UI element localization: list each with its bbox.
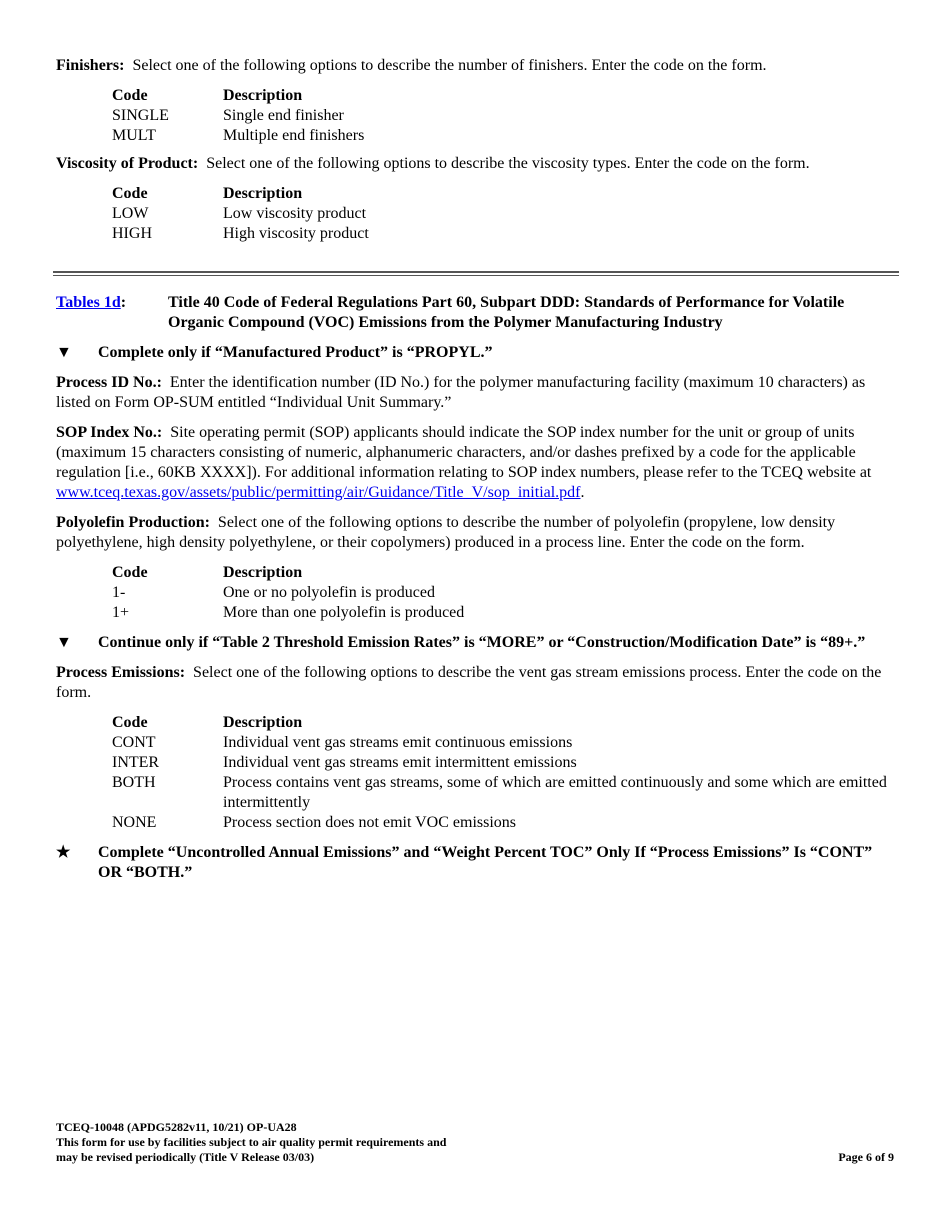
code-header: Code (112, 714, 148, 731)
code-description: Individual vent gas streams emit intermittent emissions (223, 754, 577, 771)
star-icon: ★ (56, 844, 71, 861)
instruction-note (56, 633, 896, 653)
viscosity-paragraph (56, 154, 896, 174)
code-value: LOW (112, 205, 149, 222)
code-description: Process contains vent gas streams, some of which are emitted continuously and some which are emitted intermittently (223, 774, 887, 811)
code-value: MULT (112, 127, 156, 144)
code-row (112, 733, 896, 753)
code-description: Individual vent gas streams emit continuous emissions (223, 734, 573, 751)
code-header: Code (112, 564, 148, 581)
sop-index-label: SOP Index No.: (56, 424, 163, 441)
tables-1d-link[interactable]: Tables 1d (56, 294, 121, 311)
code-description: One or no polyolefin is produced (223, 584, 435, 601)
instruction-note (56, 843, 896, 883)
table-reference-colon: : (120, 294, 127, 311)
code-description: Process section does not emit VOC emissions (223, 814, 517, 831)
code-value: SINGLE (112, 107, 169, 124)
finishers-text: Select one of the following options to describe the number of finishers. Enter the code on the form. (132, 57, 767, 74)
code-row (112, 204, 896, 224)
code-value: 1+ (112, 604, 130, 621)
code-row (112, 224, 896, 244)
footer-usage-line: This form for use by facilities subject to air quality permit requirements and (56, 1135, 447, 1149)
process-id-paragraph (56, 373, 896, 413)
description-header: Description (223, 185, 303, 202)
process-emissions-paragraph (56, 663, 896, 703)
viscosity-code-table (112, 184, 896, 244)
instruction-note-text: Complete “Uncontrolled Annual Emissions” and “Weight Percent TOC” Only If “Process Emissions” Is “CONT” OR “BOTH.” (98, 844, 873, 881)
code-row (112, 773, 896, 813)
sop-index-text: Site operating permit (SOP) applicants should indicate the SOP index number for the unit or group of units (maximum 15 characters consisting of numeric, alphanumeric characters, and/or dashes prefixed by a code for the applicable regulation [i.e., 60KB XXXX]). For additional information relating to SOP index numbers, please refer to the TCEQ website at (56, 424, 872, 481)
description-header: Description (223, 87, 303, 104)
code-header: Code (112, 185, 148, 202)
sop-index-paragraph (56, 423, 896, 503)
process-id-text: Enter the identification number (ID No.) for the polymer manufacturing facility (maximum 10 characters) as listed on Form OP-SUM entitled “Individual Unit Summary.” (56, 374, 866, 411)
down-triangle-icon: ▼ (56, 344, 72, 361)
process-id-label: Process ID No.: (56, 374, 162, 391)
sop-index-link[interactable]: www.tceq.texas.gov/assets/public/permitting/air/Guidance/Title_V/sop_initial.pdf (56, 484, 581, 501)
code-table-header (112, 563, 896, 583)
code-value: NONE (112, 814, 157, 831)
footer-revision-line: may be revised periodically (Title V Release 03/03) (56, 1150, 315, 1164)
code-row (112, 813, 896, 833)
code-value: HIGH (112, 225, 152, 242)
footer-form-id: TCEQ-10048 (APDG5282v11, 10/21) OP-UA28 (56, 1120, 297, 1134)
code-description: Multiple end finishers (223, 127, 365, 144)
process-emissions-code-table (112, 713, 896, 833)
finishers-code-table (112, 86, 896, 146)
instruction-note-text: Complete only if “Manufactured Product” is “PROPYL.” (98, 344, 493, 361)
code-table-header (112, 713, 896, 733)
code-row (112, 583, 896, 603)
table-reference (56, 293, 168, 333)
table-section-heading (56, 293, 896, 333)
code-description: Single end finisher (223, 107, 344, 124)
instruction-note-text: Continue only if “Table 2 Threshold Emission Rates” is “MORE” or “Construction/Modification Date” is “89+.” (98, 634, 866, 651)
polyolefin-label: Polyolefin Production: (56, 514, 210, 531)
down-triangle-icon: ▼ (56, 634, 72, 651)
viscosity-text: Select one of the following options to describe the viscosity types. Enter the code on the form. (206, 155, 810, 172)
polyolefin-text: Select one of the following options to describe the number of polyolefin (propylene, low density polyethylene, high density polyethylene, or their copolymers) produced in a process line. Enter the code on the form. (56, 514, 836, 551)
sop-index-period: . (580, 484, 585, 501)
code-row (112, 603, 896, 623)
page-number: Page 6 of 9 (838, 1150, 894, 1164)
process-emissions-label: Process Emissions: (56, 664, 186, 681)
code-table-header (112, 184, 896, 204)
viscosity-label: Viscosity of Product: (56, 155, 199, 172)
code-row (112, 126, 896, 146)
code-description: High viscosity product (223, 225, 369, 242)
description-header: Description (223, 564, 303, 581)
code-value: 1- (112, 584, 126, 601)
page-footer (56, 1120, 896, 1165)
code-value: INTER (112, 754, 160, 771)
code-row (112, 106, 896, 126)
code-value: BOTH (112, 774, 156, 791)
instruction-note (56, 343, 896, 363)
code-value: CONT (112, 734, 156, 751)
code-description: Low viscosity product (223, 205, 367, 222)
section-divider (53, 271, 899, 276)
code-header: Code (112, 87, 148, 104)
code-table-header (112, 86, 896, 106)
table-title: Title 40 Code of Federal Regulations Part 60, Subpart DDD: Standards of Performance for Volatile Organic Compound (VOC) Emissions from the Polymer Manufacturing Industry (168, 294, 845, 331)
description-header: Description (223, 714, 303, 731)
finishers-label: Finishers: (56, 57, 125, 74)
code-row (112, 753, 896, 773)
polyolefin-paragraph (56, 513, 896, 553)
code-description: More than one polyolefin is produced (223, 604, 465, 621)
document-page (56, 56, 896, 893)
polyolefin-code-table (112, 563, 896, 623)
process-emissions-text: Select one of the following options to describe the vent gas stream emissions process. Enter the code on the form. (56, 664, 882, 701)
finishers-paragraph (56, 56, 896, 76)
